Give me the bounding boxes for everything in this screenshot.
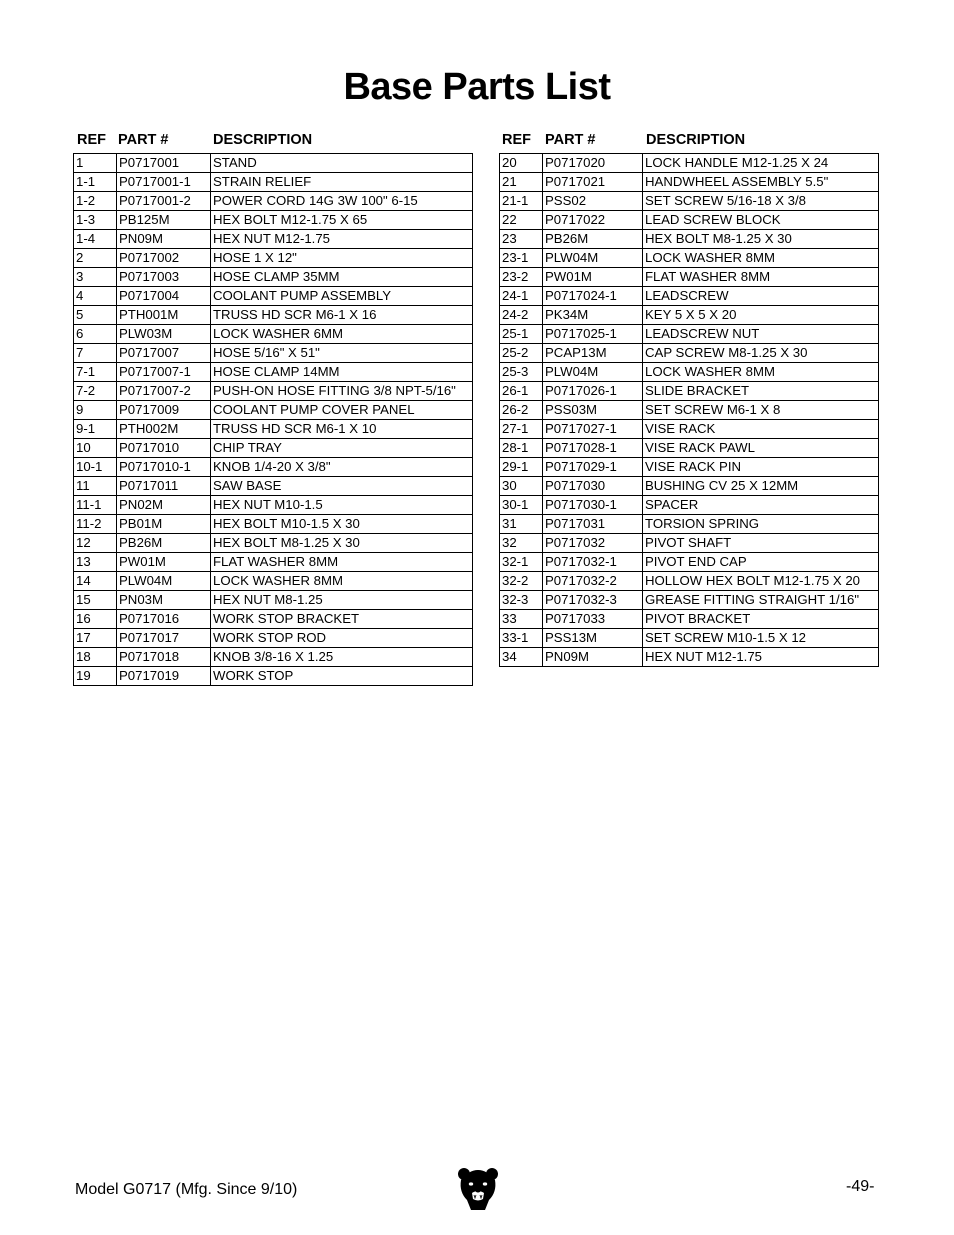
ref-cell: 12 [74,534,117,553]
ref-cell: 25-2 [500,344,543,363]
table-row [74,458,473,477]
table-row [500,420,879,439]
part-number-cell: PLW03M [117,325,211,344]
ref-cell: 7-1 [74,363,117,382]
part-number-cell: PTH002M [117,420,211,439]
page-number: -49- [846,1178,875,1195]
description-cell: FLAT WASHER 8MM [643,268,879,287]
ref-cell: 21 [500,173,543,192]
part-number-cell: PSS13M [543,629,643,648]
description-cell: GREASE FITTING STRAIGHT 1/16" [643,591,879,610]
description-cell: HEX NUT M12-1.75 [211,230,473,249]
description-cell: TRUSS HD SCR M6-1 X 10 [211,420,473,439]
ref-cell: 1-4 [74,230,117,249]
ref-cell: 18 [74,648,117,667]
table-row [74,534,473,553]
part-number-cell: PTH001M [117,306,211,325]
ref-cell: 13 [74,553,117,572]
part-number-cell: PSS03M [543,401,643,420]
ref-cell: 33-1 [500,629,543,648]
part-number-cell: P0717026-1 [543,382,643,401]
ref-cell: 20 [500,154,543,173]
table-row [74,192,473,211]
description-cell: LEADSCREW NUT [643,325,879,344]
table-row [500,211,879,230]
description-cell: VISE RACK PAWL [643,439,879,458]
table-row [74,572,473,591]
description-cell: SPACER [643,496,879,515]
table-row [74,249,473,268]
table-row [500,591,879,610]
part-number-cell: P0717003 [117,268,211,287]
ref-cell: 16 [74,610,117,629]
part-number-cell: PLW04M [543,363,643,382]
table-row [500,268,879,287]
description-cell: LEAD SCREW BLOCK [643,211,879,230]
ref-cell: 11 [74,477,117,496]
ref-cell: 23-2 [500,268,543,287]
table-row [74,477,473,496]
ref-cell: 23-1 [500,249,543,268]
table-row [500,154,879,173]
description-column-header: DESCRIPTION [646,132,746,148]
part-number-cell: PN09M [117,230,211,249]
part-number-cell: P0717031 [543,515,643,534]
table-row [500,648,879,667]
description-cell: HOLLOW HEX BOLT M12-1.75 X 20 [643,572,879,591]
description-cell: COOLANT PUMP COVER PANEL [211,401,473,420]
part-number-cell: PB26M [543,230,643,249]
part-number-cell: PK34M [543,306,643,325]
part-number-cell: P0717033 [543,610,643,629]
part-number-cell: P0717032 [543,534,643,553]
part-number-cell: PB125M [117,211,211,230]
table-row [74,154,473,173]
ref-cell: 26-2 [500,401,543,420]
ref-cell: 30 [500,477,543,496]
ref-cell: 1-1 [74,173,117,192]
description-cell: HEX BOLT M8-1.25 X 30 [211,534,473,553]
part-number-cell: P0717009 [117,401,211,420]
ref-cell: 33 [500,610,543,629]
description-cell: SLIDE BRACKET [643,382,879,401]
part-number-cell: P0717030 [543,477,643,496]
part-number-cell: P0717011 [117,477,211,496]
part-number-cell: PCAP13M [543,344,643,363]
ref-cell: 6 [74,325,117,344]
description-cell: HOSE CLAMP 14MM [211,363,473,382]
table-row [500,287,879,306]
description-cell: HEX BOLT M12-1.75 X 65 [211,211,473,230]
part-number-cell: PW01M [543,268,643,287]
description-cell: HOSE CLAMP 35MM [211,268,473,287]
ref-cell: 29-1 [500,458,543,477]
ref-cell: 1-2 [74,192,117,211]
description-cell: SET SCREW M10-1.5 X 12 [643,629,879,648]
ref-cell: 14 [74,572,117,591]
description-cell: VISE RACK [643,420,879,439]
table-row [500,534,879,553]
description-cell: BUSHING CV 25 X 12MM [643,477,879,496]
description-cell: FLAT WASHER 8MM [211,553,473,572]
ref-column-header: REF [77,132,106,148]
table-row [500,306,879,325]
part-number-cell: P0717007-2 [117,382,211,401]
description-cell: LOCK WASHER 8MM [211,572,473,591]
part-number-cell: P0717010-1 [117,458,211,477]
description-cell: LOCK HANDLE M12-1.25 X 24 [643,154,879,173]
part-number-cell: P0717020 [543,154,643,173]
table-row [74,496,473,515]
table-row [74,306,473,325]
table-row [74,553,473,572]
table-row [500,325,879,344]
part-number-cell: P0717032-2 [543,572,643,591]
ref-cell: 22 [500,211,543,230]
grizzly-bear-logo-icon [457,1166,499,1212]
part-number-cell: P0717019 [117,667,211,686]
ref-cell: 7-2 [74,382,117,401]
description-cell: HEX NUT M12-1.75 [643,648,879,667]
table-row [500,477,879,496]
table-row [74,325,473,344]
ref-cell: 11-2 [74,515,117,534]
description-cell: WORK STOP BRACKET [211,610,473,629]
description-cell: STAND [211,154,473,173]
description-cell: TORSION SPRING [643,515,879,534]
description-cell: STRAIN RELIEF [211,173,473,192]
description-cell: HEX NUT M10-1.5 [211,496,473,515]
ref-cell: 26-1 [500,382,543,401]
part-number-cell: P0717032-3 [543,591,643,610]
part-number-cell: P0717007-1 [117,363,211,382]
description-cell: SAW BASE [211,477,473,496]
ref-cell: 25-1 [500,325,543,344]
column-headers [73,131,473,153]
part-number-cell: P0717016 [117,610,211,629]
table-row [500,629,879,648]
table-row [500,572,879,591]
description-cell: HEX BOLT M10-1.5 X 30 [211,515,473,534]
table-row [500,249,879,268]
ref-cell: 32-1 [500,553,543,572]
part-number-cell: PB01M [117,515,211,534]
part-number-cell: P0717018 [117,648,211,667]
ref-cell: 24-2 [500,306,543,325]
ref-cell: 19 [74,667,117,686]
part-number-cell: P0717028-1 [543,439,643,458]
table-row [500,230,879,249]
description-cell: PIVOT BRACKET [643,610,879,629]
table-row [74,287,473,306]
part-number-cell: P0717017 [117,629,211,648]
part-number-cell: PN09M [543,648,643,667]
description-cell: KNOB 3/8-16 X 1.25 [211,648,473,667]
page-title: Base Parts List [343,66,611,108]
description-cell: PIVOT SHAFT [643,534,879,553]
ref-cell: 25-3 [500,363,543,382]
table-row [74,648,473,667]
description-cell: SET SCREW 5/16-18 X 3/8 [643,192,879,211]
description-cell: HOSE 5/16" X 51" [211,344,473,363]
ref-cell: 17 [74,629,117,648]
part-column-header: PART # [118,132,169,148]
ref-cell: 32 [500,534,543,553]
description-cell: HOSE 1 X 12" [211,249,473,268]
description-cell: PIVOT END CAP [643,553,879,572]
description-cell: SET SCREW M6-1 X 8 [643,401,879,420]
ref-column-header: REF [502,132,531,148]
part-number-cell: P0717027-1 [543,420,643,439]
ref-cell: 10 [74,439,117,458]
table-row [74,629,473,648]
description-cell: LEADSCREW [643,287,879,306]
description-cell: CHIP TRAY [211,439,473,458]
ref-cell: 1-3 [74,211,117,230]
description-cell: VISE RACK PIN [643,458,879,477]
ref-cell: 32-2 [500,572,543,591]
description-cell: KNOB 1/4-20 X 3/8" [211,458,473,477]
description-cell: HEX BOLT M8-1.25 X 30 [643,230,879,249]
part-number-cell: PN03M [117,591,211,610]
part-number-cell: P0717001 [117,154,211,173]
ref-cell: 23 [500,230,543,249]
ref-cell: 9-1 [74,420,117,439]
table-row [500,363,879,382]
description-cell: CAP SCREW M8-1.25 X 30 [643,344,879,363]
table-row [500,192,879,211]
part-number-cell: P0717022 [543,211,643,230]
part-number-cell: P0717007 [117,344,211,363]
description-cell: WORK STOP ROD [211,629,473,648]
ref-cell: 30-1 [500,496,543,515]
table-row [500,439,879,458]
model-label: Model G0717 (Mfg. Since 9/10) [75,1181,298,1198]
table-row [74,382,473,401]
table-row [500,553,879,572]
table-row [500,610,879,629]
ref-cell: 3 [74,268,117,287]
description-cell: LOCK WASHER 6MM [211,325,473,344]
description-cell: POWER CORD 14G 3W 100" 6-15 [211,192,473,211]
part-number-cell: PN02M [117,496,211,515]
ref-cell: 24-1 [500,287,543,306]
ref-cell: 27-1 [500,420,543,439]
part-number-cell: P0717029-1 [543,458,643,477]
part-number-cell: P0717001-1 [117,173,211,192]
table-row [500,344,879,363]
table-row [74,173,473,192]
table-row [74,344,473,363]
part-number-cell: P0717001-2 [117,192,211,211]
ref-cell: 10-1 [74,458,117,477]
part-number-cell: PW01M [117,553,211,572]
ref-cell: 15 [74,591,117,610]
part-column-header: PART # [545,132,596,148]
description-cell: HANDWHEEL ASSEMBLY 5.5" [643,173,879,192]
part-number-cell: PSS02 [543,192,643,211]
part-number-cell: P0717024-1 [543,287,643,306]
table-row [74,439,473,458]
table-row [74,667,473,686]
ref-cell: 2 [74,249,117,268]
parts-table-right [499,153,879,667]
description-cell: HEX NUT M8-1.25 [211,591,473,610]
table-row [74,363,473,382]
part-number-cell: P0717025-1 [543,325,643,344]
ref-cell: 21-1 [500,192,543,211]
table-row [500,173,879,192]
table-row [74,211,473,230]
description-cell: WORK STOP [211,667,473,686]
part-number-cell: P0717002 [117,249,211,268]
part-number-cell: PB26M [117,534,211,553]
description-column-header: DESCRIPTION [213,132,313,148]
description-cell: PUSH-ON HOSE FITTING 3/8 NPT-5/16" [211,382,473,401]
table-row [74,610,473,629]
description-cell: KEY 5 X 5 X 20 [643,306,879,325]
part-number-cell: P0717030-1 [543,496,643,515]
table-row [74,401,473,420]
part-number-cell: P0717004 [117,287,211,306]
table-row [74,515,473,534]
description-cell: LOCK WASHER 8MM [643,249,879,268]
ref-cell: 1 [74,154,117,173]
part-number-cell: P0717010 [117,439,211,458]
description-cell: TRUSS HD SCR M6-1 X 16 [211,306,473,325]
table-row [74,420,473,439]
description-cell: COOLANT PUMP ASSEMBLY [211,287,473,306]
ref-cell: 31 [500,515,543,534]
ref-cell: 28-1 [500,439,543,458]
part-number-cell: P0717032-1 [543,553,643,572]
ref-cell: 4 [74,287,117,306]
part-number-cell: P0717021 [543,173,643,192]
table-row [500,515,879,534]
ref-cell: 32-3 [500,591,543,610]
table-row [500,458,879,477]
ref-cell: 5 [74,306,117,325]
column-headers [499,131,879,153]
ref-cell: 7 [74,344,117,363]
table-row [74,268,473,287]
part-number-cell: PLW04M [117,572,211,591]
ref-cell: 9 [74,401,117,420]
table-row [500,496,879,515]
parts-table-left [73,153,473,686]
description-cell: LOCK WASHER 8MM [643,363,879,382]
parts-list-left [73,131,473,686]
part-number-cell: PLW04M [543,249,643,268]
ref-cell: 11-1 [74,496,117,515]
table-row [74,230,473,249]
table-row [500,401,879,420]
parts-list-right [499,131,879,667]
ref-cell: 34 [500,648,543,667]
table-row [74,591,473,610]
table-row [500,382,879,401]
